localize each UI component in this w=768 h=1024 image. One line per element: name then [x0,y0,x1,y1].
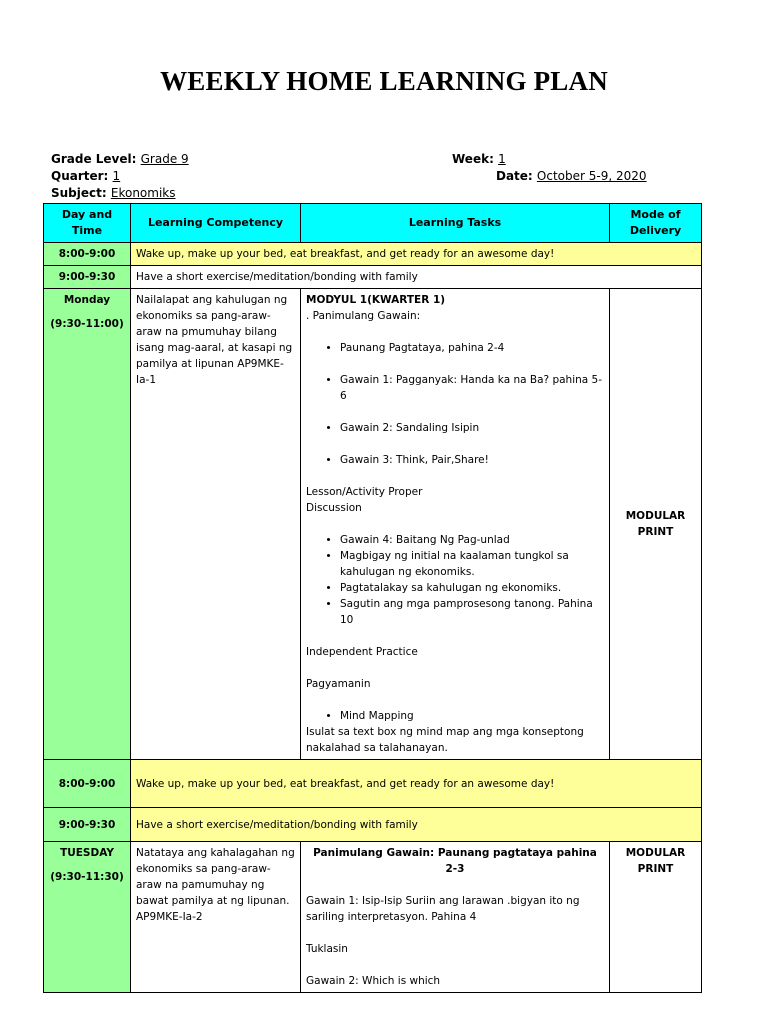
routine-text: Have a short exercise/meditation/bonding with family [131,266,702,289]
tasks-cell [301,289,610,760]
subject-label: Subject: [51,186,107,200]
day-name: Monday [63,294,111,306]
independent-heading: Independent Practice [306,646,418,658]
list-item: • Magbigay ng initial na kaalaman tungkol sa kahulugan ng ekonomiks. [340,548,604,580]
intro-heading: . Panimulang Gawain: [306,310,421,322]
list-item: • Mind Mapping [340,708,604,724]
competency-cell: Natataya ang kahalagahan ng ekonomiks sa pang-araw-araw na pamumuhay ng bawat pamilya at ng lipunan. AP9MKE-Ia-2 [131,842,301,993]
header-day-time: Day and Time [44,204,131,243]
learning-plan-table [43,203,702,993]
mode-cell: MODULAR PRINT [610,842,702,993]
pagyamanin-list [306,708,604,724]
module-title: MODYUL 1(KWARTER 1) [306,294,446,306]
subject [51,186,192,200]
list-item: • Gawain 3: Think, Pair,Share! [340,452,604,468]
week-value: 1 [498,152,506,166]
time-cell: 8:00-9:00 [44,760,131,808]
grade-level-value: Grade 9 [140,152,189,166]
discussion-heading: Discussion [306,502,362,514]
header-tasks: Learning Tasks [301,204,610,243]
date-value: October 5-9, 2020 [536,169,647,183]
page-title: WEEKLY HOME LEARNING PLAN [160,66,608,96]
quarter-label: Quarter: [51,169,109,183]
day-name: TUESDAY [60,847,114,859]
routine-row [44,808,702,842]
header-mode: Mode of Delivery [610,204,702,243]
list-item: • Gawain 2: Sandaling Isipin [340,420,604,436]
date-label: Date: [496,169,533,183]
list-item: • Paunang Pagtataya, pahina 2-4 [340,340,604,356]
header-competency: Learning Competency [131,204,301,243]
list-item: • Gawain 1: Pagganyak: Handa ka na Ba? pahina 5-6 [340,372,604,404]
header-row [44,204,702,243]
day-time: (9:30-11:00) [50,318,124,330]
lesson-heading: Lesson/Activity Proper [306,486,423,498]
tasks-heading: Panimulang Gawain: Paunang pagtataya pahina 2-3 [313,847,597,875]
routine-text: Wake up, make up your bed, eat breakfast, and get ready for an awesome day! [131,243,702,266]
task-text: Gawain 2: Which is which [306,975,441,987]
monday-row [44,289,702,760]
date [496,169,647,183]
quarter [51,169,120,183]
competency-cell: Nailalapat ang kahulugan ng ekonomiks sa pang-araw-araw na pmumuhay bilang isang mag-aaral, at kasapi ng pamilya at lipunan AP9MKE-Ia-1 [131,289,301,760]
closing-text: Isulat sa text box ng mind map ang mga konseptong nakalahad sa talahanayan. [306,726,584,754]
list-item: • Sagutin ang mga pamprosesong tanong. Pahina 10 [340,596,604,628]
tuesday-row [44,842,702,993]
lesson-list [306,532,604,628]
task-text: Gawain 1: Isip-Isip Suriin ang larawan .bigyan ito ng sariling interpretasyon. Pahina 4 [306,895,580,923]
mode-cell: MODULAR PRINT [610,289,702,760]
time-cell: 9:00-9:30 [44,266,131,289]
subject-value: Ekonomiks [110,186,176,200]
list-item: • Pagtatalakay sa kahulugan ng ekonomiks. [340,580,604,596]
week-label: Week: [452,152,494,166]
routine-row [44,243,702,266]
routine-row [44,266,702,289]
time-cell: 9:00-9:30 [44,808,131,842]
grade-level-label: Grade Level: [51,152,137,166]
routine-row [44,760,702,808]
routine-text: Have a short exercise/meditation/bonding with family [131,808,702,842]
quarter-value: 1 [112,169,121,183]
day-time: (9:30-11:30) [50,871,124,883]
tasks-cell [301,842,610,993]
week [452,152,506,166]
day-cell [44,289,131,760]
routine-text: Wake up, make up your bed, eat breakfast, and get ready for an awesome day! [131,760,702,808]
tuklasin-heading: Tuklasin [306,943,348,955]
grade-level [51,152,189,166]
time-cell: 8:00-9:00 [44,243,131,266]
pagyamanin-heading: Pagyamanin [306,678,371,690]
intro-list [306,340,604,468]
list-item: • Gawain 4: Baitang Ng Pag-unlad [340,532,604,548]
day-cell [44,842,131,993]
